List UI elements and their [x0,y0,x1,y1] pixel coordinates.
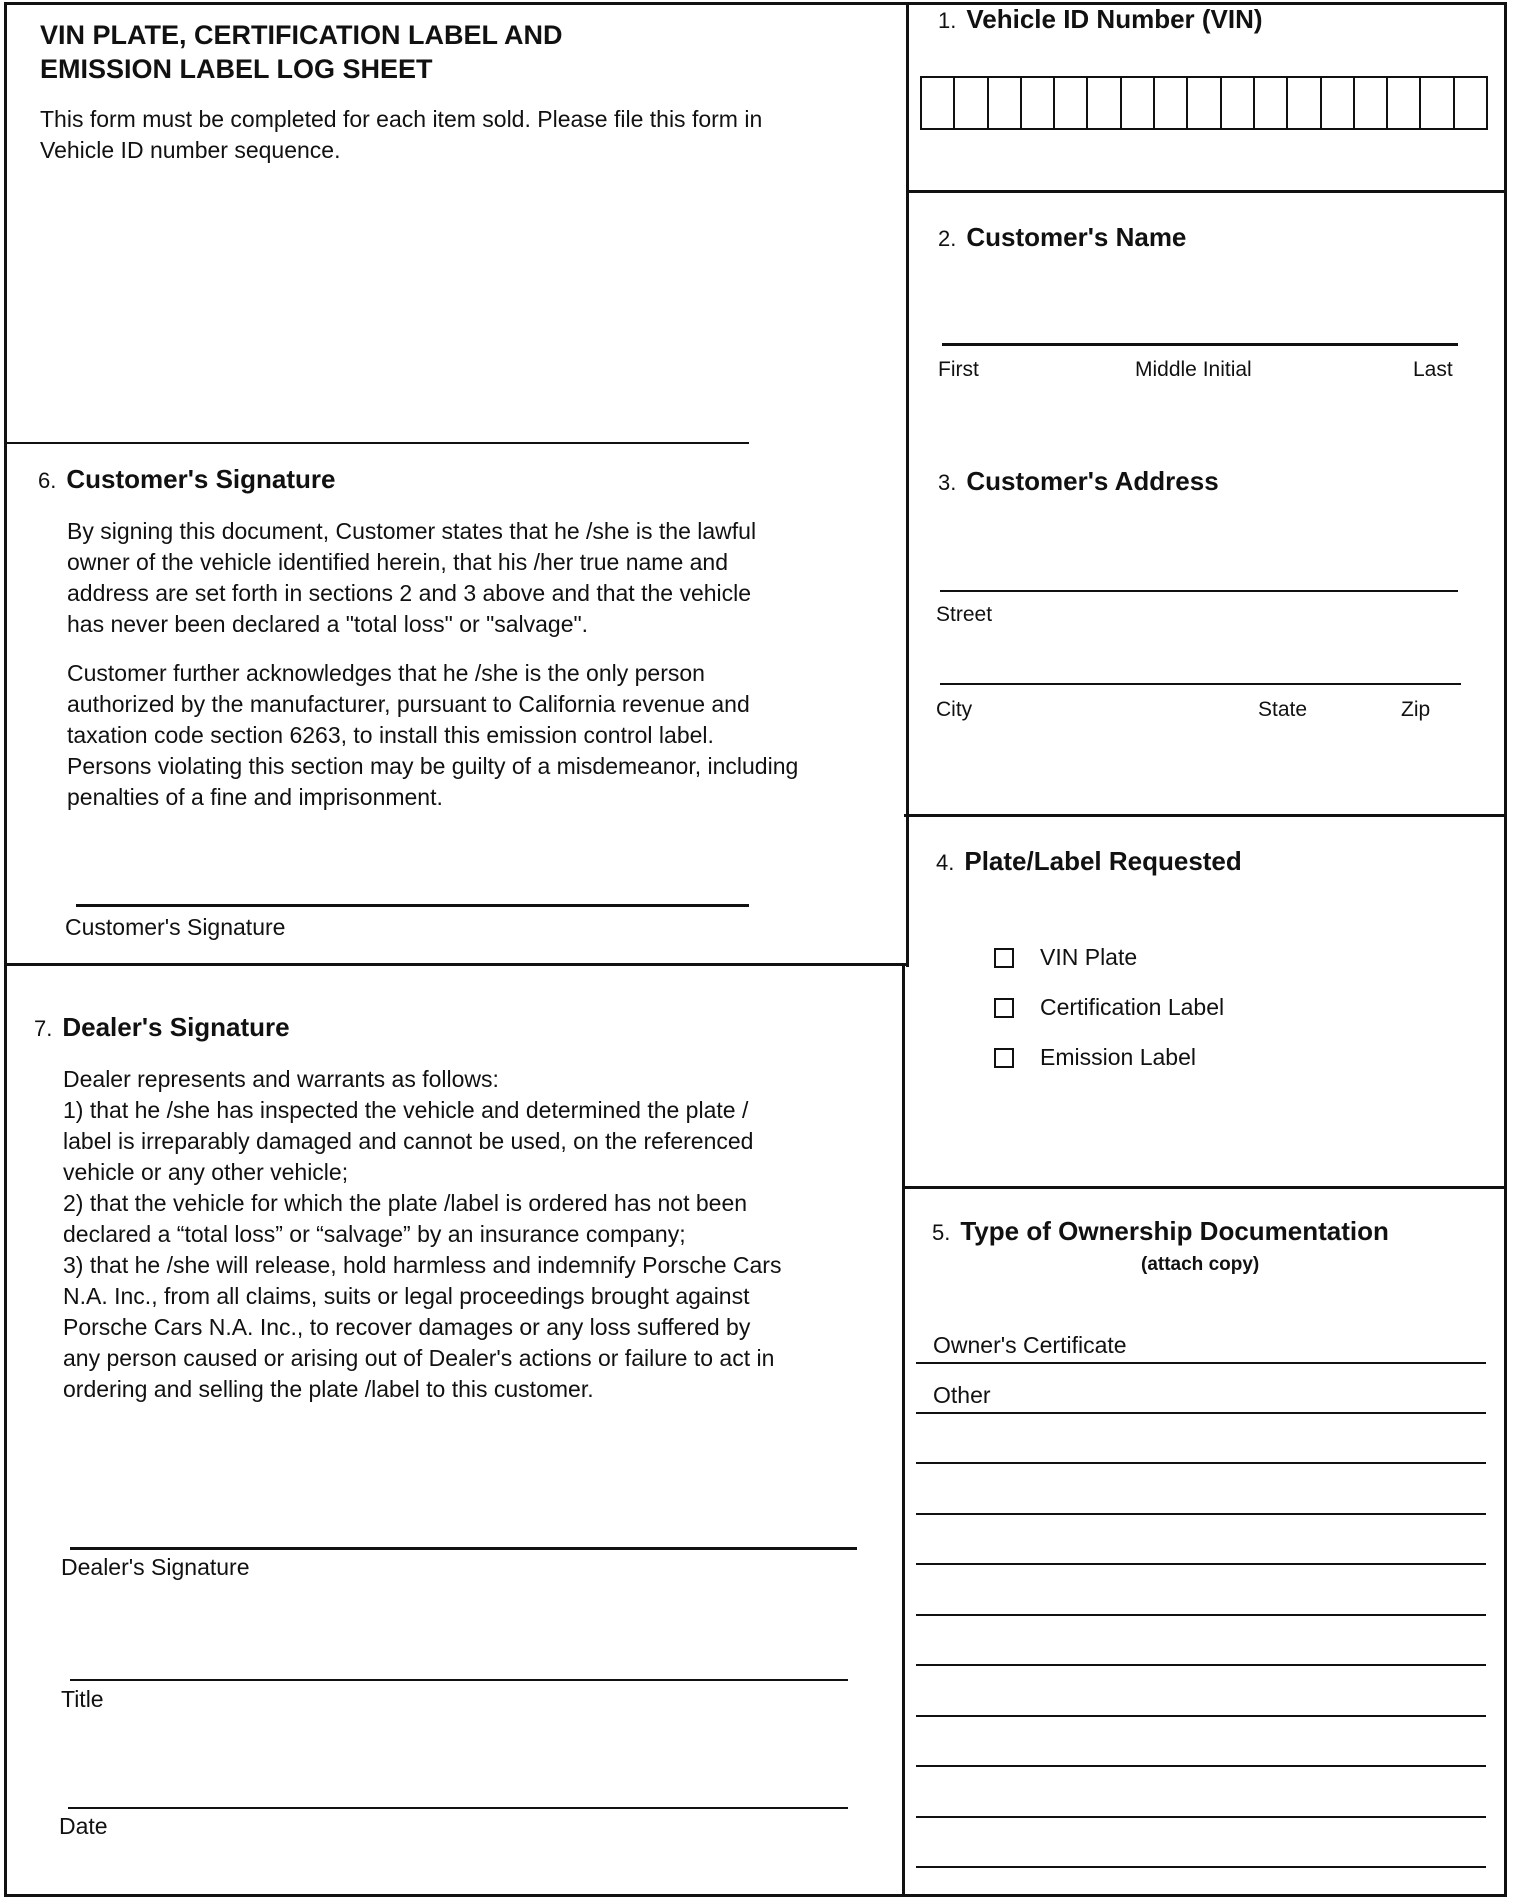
emission-label-checkbox[interactable]: Emission Label [994,1044,1196,1071]
section5-heading: 5. Type of Ownership Documentation [932,1216,1389,1246]
checkbox-square-icon [994,998,1014,1018]
column-divider-upper [906,2,909,967]
section6-heading: 6. Customer's Signature [38,464,336,494]
section7-warranty-text: Dealer represents and warrants as follows: 1) that he /she has inspected the vehicle and determined the plate / label is irreparably damaged and cannot be used, on the referenced vehicle or any other vehicle; 2) that the vehicle for which the plate /label is ordered has not been declared a “total loss” or “salvage” by an insurance company; 3) that he /she will release, hold harmless and indemnify Porsche Cars N.A. Inc., from all claims, suits or legal proceedings brought against Porsche Cars N.A. Inc., to recover damages or any loss suffered by any person caused or arising out of Dealer's actions or failure to act in ordering and selling the plate /label to this customer. [63,1066,782,1402]
form-title-line1: VIN PLATE, CERTIFICATION LABEL AND [40,20,563,50]
dealer-signature-line[interactable] [70,1547,857,1550]
title-label: Title [61,1686,104,1712]
date-line[interactable] [68,1807,848,1809]
street-line[interactable] [940,590,1458,592]
vin-input-grid[interactable] [920,76,1488,130]
section6-divider [4,963,906,966]
vin-character-box[interactable] [1255,78,1288,128]
form-title-line2: EMISSION LABEL LOG SHEET [40,54,433,84]
section4-divider [902,1186,1506,1189]
vin-character-box[interactable] [922,78,955,128]
dealer-signature-label: Dealer's Signature [61,1554,250,1580]
city-state-zip-line[interactable] [940,683,1461,685]
date-label: Date [59,1813,108,1839]
last-name-label: Last [1413,358,1453,381]
customer-signature-label: Customer's Signature [65,914,286,940]
form-frame [4,2,1507,1897]
vin-character-box[interactable] [1322,78,1355,128]
section7-heading: 7. Dealer's Signature [34,1012,290,1042]
section1-divider [906,190,1506,193]
customer-signature-line[interactable] [76,904,749,907]
zip-label: Zip [1401,698,1431,721]
vin-character-box[interactable] [955,78,988,128]
section6-acknowledgement: Customer further acknowledges that he /she is the only person authorized by the manufacturer, pursuant to California revenue and taxation code section 6263, to install this emission control label. Persons violating this section may be guilty of a misdemeanor, including penalties of a fine and imprisonment. [67,660,799,810]
section3-heading: 3. Customer's Address [938,466,1219,496]
vin-character-box[interactable] [1388,78,1421,128]
vin-character-box[interactable] [1122,78,1155,128]
owners-certificate-line[interactable] [916,1362,1486,1364]
vin-character-box[interactable] [1421,78,1454,128]
vin-plate-checkbox[interactable]: VIN Plate [994,944,1137,971]
section3-divider [904,814,1506,817]
form-title [40,18,563,86]
section6-statement: By signing this document, Customer states that he /she is the lawful owner of the vehicle identified herein, that his /her true name and address are set forth in sections 2 and 3 above and that the vehicle has never been declared a "total loss" or "salvage". [67,518,757,637]
vin-character-box[interactable] [1055,78,1088,128]
vin-character-box[interactable] [1188,78,1221,128]
state-label: State [1258,698,1308,721]
customer-name-line[interactable] [942,343,1458,346]
city-label: City [936,698,973,721]
vin-character-box[interactable] [1222,78,1255,128]
ownership-doc-blank-line[interactable] [916,1715,1486,1717]
ownership-doc-blank-line[interactable] [916,1765,1486,1767]
ownership-doc-blank-line[interactable] [916,1614,1486,1616]
section4-heading: 4. Plate/Label Requested [936,846,1242,876]
first-name-label: First [938,358,979,381]
ownership-doc-blank-line[interactable] [916,1462,1486,1464]
vin-character-box[interactable] [1155,78,1188,128]
ownership-doc-blank-line[interactable] [916,1513,1486,1515]
middle-initial-label: Middle Initial [1135,358,1252,381]
vin-character-box[interactable] [1455,78,1486,128]
checkbox-square-icon [994,1048,1014,1068]
certification-label-checkbox[interactable]: Certification Label [994,994,1224,1021]
checkbox-square-icon [994,948,1014,968]
other-label: Other [933,1382,991,1408]
vin-character-box[interactable] [1022,78,1055,128]
other-line[interactable] [916,1412,1486,1414]
owners-certificate-label: Owner's Certificate [933,1332,1127,1358]
section2-heading: 2. Customer's Name [938,222,1187,252]
section1-heading: 1. Vehicle ID Number (VIN) [938,4,1263,34]
header-divider [4,442,749,444]
ownership-doc-blank-line[interactable] [916,1866,1486,1868]
column-divider-lower [902,965,905,1897]
vin-character-box[interactable] [1355,78,1388,128]
street-label: Street [936,603,993,626]
vin-character-box[interactable] [989,78,1022,128]
title-line[interactable] [70,1679,848,1681]
form-instructions: This form must be completed for each item sold. Please file this form in Vehicle ID number sequence. [40,106,763,163]
vin-character-box[interactable] [1088,78,1121,128]
vin-character-box[interactable] [1288,78,1321,128]
ownership-doc-blank-line[interactable] [916,1563,1486,1565]
ownership-doc-blank-line[interactable] [916,1816,1486,1818]
section5-subtitle: (attach copy) [1141,1254,1260,1275]
ownership-doc-blank-line[interactable] [916,1664,1486,1666]
